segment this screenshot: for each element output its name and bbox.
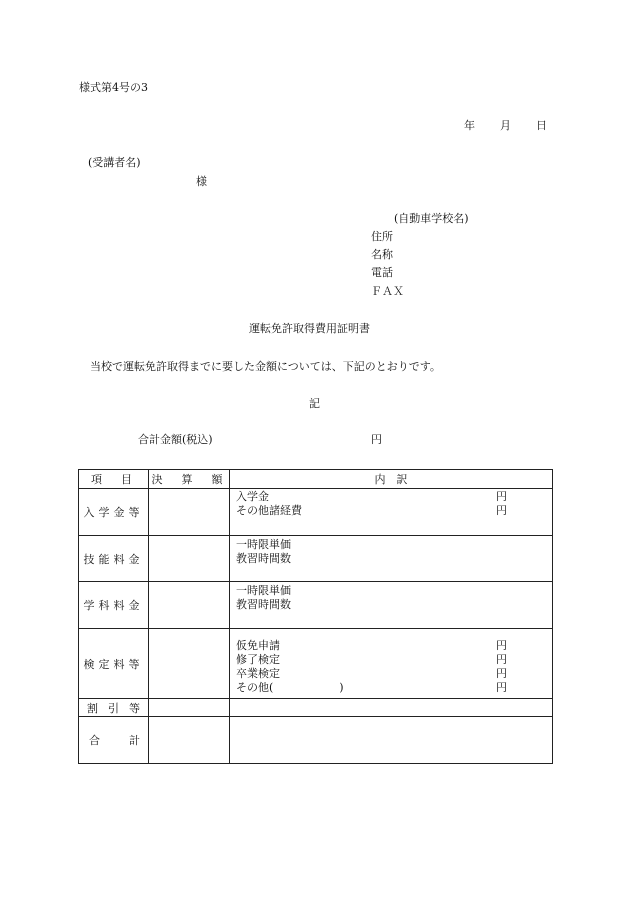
line-academic-hours: 教習時間数 xyxy=(236,598,291,611)
date-month: 月 xyxy=(500,119,511,132)
table-row-total xyxy=(79,717,553,764)
total-amount-label: 合計金額(税込) xyxy=(138,433,213,446)
header-settlement: 決 算 額 xyxy=(149,470,230,489)
amount-cell-exam[interactable] xyxy=(149,629,230,699)
breakdown-cell-discount[interactable] xyxy=(230,699,553,717)
row-label-exam: 検定料等 xyxy=(79,629,149,699)
row-label-academic: 学科料金 xyxy=(79,582,149,629)
school-phone-label: 電話 xyxy=(371,266,393,279)
line-skill-hours: 教習時間数 xyxy=(236,552,291,565)
line-other: その他( ) 円 xyxy=(236,681,507,694)
row-label-skill: 技能料金 xyxy=(79,536,149,582)
recipient-honorific: 様 xyxy=(196,175,207,188)
header-item: 項 目 xyxy=(79,470,149,489)
amount-cell-total[interactable] xyxy=(149,717,230,764)
table-header-row xyxy=(79,470,553,489)
school-name-label: 名称 xyxy=(371,248,393,261)
amount-cell-skill[interactable] xyxy=(149,536,230,582)
amount-cell-admission[interactable] xyxy=(149,489,230,536)
row-label-admission: 入学金等 xyxy=(79,489,149,536)
school-fax-label: ＦＡＸ xyxy=(371,285,404,298)
table-row-exam xyxy=(79,629,553,699)
discount-label-c: 等 xyxy=(129,701,140,715)
table-row-academic xyxy=(79,582,553,629)
date-year: 年 xyxy=(464,119,475,132)
total-label-b: 計 xyxy=(129,734,140,747)
form-number: 様式第4号の3 xyxy=(79,81,148,94)
date-day: 日 xyxy=(536,119,547,132)
discount-label-b: 引 xyxy=(108,701,119,715)
table-row-admission xyxy=(79,489,553,536)
line-graduation-exam: 卒業検定 円 xyxy=(236,667,507,680)
total-label-a: 合 xyxy=(89,734,100,747)
amount-cell-discount[interactable] xyxy=(149,699,230,717)
line-provisional-license: 仮免申請 円 xyxy=(236,639,507,652)
statement-text: 当校で運転免許取得までに要した金額については、下記のとおりです。 xyxy=(90,360,441,373)
school-address-label: 住所 xyxy=(371,230,393,243)
line-other-expenses: その他諸経費 円 xyxy=(236,504,507,517)
line-completion-exam: 修了検定 円 xyxy=(236,653,507,666)
recipient-label: (受講者名) xyxy=(88,156,141,169)
discount-label-a: 割 xyxy=(87,701,98,715)
document-title: 運転免許取得費用証明書 xyxy=(249,322,370,335)
table-row-discount xyxy=(79,699,553,717)
ki-label: 記 xyxy=(309,397,320,410)
line-academic-unit-price: 一時限単価 xyxy=(236,584,291,597)
line-admission-fee: 入学金 円 xyxy=(236,490,507,503)
header-breakdown: 内 訳 xyxy=(230,470,553,489)
breakdown-table xyxy=(78,469,553,764)
table-row-skill xyxy=(79,536,553,582)
school-label: (自動車学校名) xyxy=(394,212,469,225)
breakdown-cell-total[interactable] xyxy=(230,717,553,764)
amount-cell-academic[interactable] xyxy=(149,582,230,629)
total-amount-unit: 円 xyxy=(371,433,382,446)
line-skill-unit-price: 一時限単価 xyxy=(236,538,291,551)
